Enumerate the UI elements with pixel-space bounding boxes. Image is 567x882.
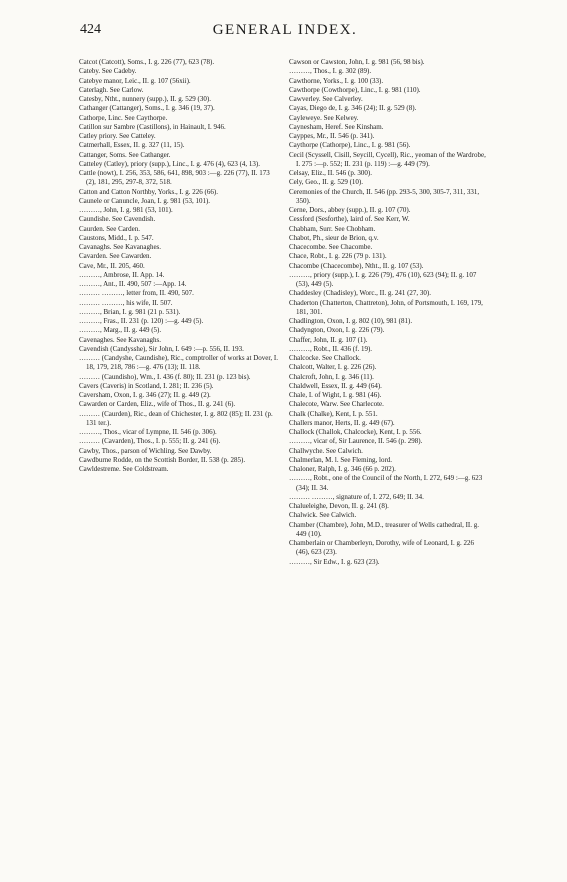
index-entry: Caurden. See Carden. [79, 224, 141, 233]
index-entry: ………, Brian, I. g. 981 (21 p. 531). [79, 307, 181, 316]
index-entry: Caterlagh. See Carlow. [79, 85, 144, 94]
index-entry: Chaderton (Chatterton, Chattreton), John, of Portsmouth, I. 169, 179, 181, 301. [289, 298, 483, 316]
index-entry: Chalcott, Walter, I. g. 226 (26). [289, 363, 377, 372]
index-entry: Cawby, Thos., parson of Wichling. See Dawby. [79, 446, 212, 455]
index-entry: Chace, Robt., I. g. 226 (79 p. 131). [289, 252, 387, 261]
index-entry: ………, Ambrose, II. App. 14. [79, 270, 165, 279]
index-entry: Cavendish (Candysshe), Sir John, I. 649 :—p. 556, II. 193. [79, 344, 244, 353]
index-entry: Catcot (Catcott), Soms., I. g. 226 (77), 623 (78). [79, 58, 215, 66]
index-entry: Chaddesley (Chadisley), Worc., II. g. 241 (27, 30). [289, 289, 431, 298]
index-entry: ………, Thos., I. g. 302 (89). [289, 67, 372, 76]
page-title: GENERAL INDEX. [212, 22, 358, 38]
index-entry: ………, Marg., II. g. 449 (5). [79, 326, 162, 335]
index-entry: Cawdburne Rodde, on the Scottish Border, II. 538 (p. 285). [79, 455, 246, 464]
index-entry: Cateby. See Cadeby. [79, 67, 137, 76]
index-entry: Cayleweye. See Kelwey. [289, 113, 359, 122]
index-entry: Catteley (Catley), priory (supp.), Linc., I. g. 476 (4), 623 (4, 13). [79, 159, 260, 168]
index-entry: Chamber (Chambre), John, M.D., treasurer of Wells cathedral, II. g. 449 (10). [289, 520, 479, 538]
index-entry: Cathanger (Cattanger), Soms., I. g. 346 (19, 37). [79, 104, 215, 113]
index-entry: Cavenaghes. See Kavanaghs. [79, 335, 162, 344]
index-entry: Cayppes, Mr., II. 546 (p. 341). [289, 132, 375, 140]
index-entry: Chalcocke. See Challock. [289, 354, 361, 362]
index-entry: ……… (Caurden), Ric., dean of Chichester, I. g. 802 (85); II. 231 (p. 131 ter.). [79, 409, 273, 427]
index-entry: ……… (Caundisho), Wm., I. 436 (f. 80); II. 231 (p. 123 bis). [79, 372, 251, 381]
index-entry: Cathorpe, Linc. See Caythorpe. [79, 113, 168, 122]
index-entry: ……… ………, signature of, I. 272, 649; II. 34. [289, 492, 424, 501]
index-entry: Chalecote, Warw. See Charlecote. [289, 400, 384, 409]
index-entry: Catesby, Ntht., nunnery (supp.), II. g. 529 (30). [79, 95, 211, 103]
index-entry: ………, priory (supp.), I. g. 226 (79), 476 (10), 623 (94); II. g. 107 (53), 449 (5). [289, 270, 477, 288]
index-entry: Cawverley. See Calverley. [289, 95, 363, 103]
index-entry: Caversham, Oxon, I. g. 346 (27); II. g. 449 (2). [79, 391, 211, 399]
index-entry: Catillon sur Sambre (Castillons), in Hainault, I. 946. [79, 122, 226, 131]
index-entry: ………, Sir Edw., I. g. 623 (23). [289, 557, 380, 566]
index-entry: Caustons, Midd., I. p. 547. [79, 233, 154, 242]
index-entry: ………, Robt., one of the Council of the North, I. 272, 649 :—g. 623 (34); II. 34. [289, 474, 483, 492]
index-entry: Cessford (Sesforthe), laird of. See Kerr, W. [289, 215, 410, 224]
index-entry: Challwyche. See Calwich. [289, 446, 363, 455]
index-entry: Cawldestreme. See Coldstream. [79, 465, 169, 473]
index-entry: Caundishe. See Cavendish. [79, 215, 156, 224]
index-entry: Chacecombe. See Chacombe. [289, 243, 373, 251]
index-entry: Chaffer, John, II. g. 107 (1). [289, 335, 368, 344]
page-header [80, 22, 490, 44]
index-entry: Chalmerlan, M. l. See Fleming, lord. [289, 455, 393, 464]
index-entry: Cavarden. See Cawarden. [79, 252, 152, 261]
index-entry: Cavers (Caveris) in Scotland, I. 281; II. 236 (5). [79, 381, 214, 390]
index-entry: Cawthorne, Yorks., I. g. 100 (33). [289, 76, 384, 85]
index-entry: Catmerhall, Essex, II. g. 327 (11, 15). [79, 141, 185, 150]
index-entry: Celsay, Eliz., II. 546 (p. 300). [289, 169, 372, 177]
index-entry: Chalcroft, John, I. g. 346 (11). [289, 372, 374, 381]
index-entry: Cely, Geo., II. g. 529 (10). [289, 178, 364, 187]
index-entry: Chabot, Ph., sieur de Brion, q.v. [289, 233, 379, 242]
index-entry: ………, John, I. g. 981 (53, 101). [79, 206, 173, 214]
index-entry: Chacombe (Chacecombe), Ntht., II. g. 107 (53). [289, 261, 424, 270]
index-entry: Cawarden or Carden, Eliz., wife of Thos., II. g. 241 (6). [79, 400, 236, 409]
index-entry: ……… ………, letter from, II. 490, 507. [79, 289, 194, 298]
index-entry: ……… ………, his wife, II. 507. [79, 298, 173, 307]
index-entry: Chabham, Surr. See Chobham. [289, 224, 376, 233]
index-entry: Cave, Mr., II. 205, 460. [79, 261, 145, 270]
index-entry: Chamberlain or Chamberleyn, Dorothy, wife of Leonard, I. g. 226 (46), 623 (23). [289, 539, 474, 557]
index-entry: Catley priory. See Catteley. [79, 132, 156, 140]
index-entry: ……… (Cavarden), Thos., I. p. 555; II. g. 241 (6). [79, 437, 221, 446]
index-entry: Catton and Catton Northby, Yorks., I. g. 226 (66). [79, 187, 218, 196]
index-entry: Chalk (Chalke), Kent, I. p. 551. [289, 409, 378, 418]
index-entry: Chalueleighe, Devon, II. g. 241 (8). [289, 502, 389, 510]
index-entry: Cattanger, Soms. See Cathanger. [79, 150, 171, 159]
index-entry: ……… (Candyshe, Caundishe), Ric., comptroller of works at Dover, I. 18, 179, 218, 786 :—g. 476 (13); II. 118. [79, 354, 278, 372]
index-entry: Caythorpe (Cathorpe), Linc., I. g. 981 (56). [289, 141, 411, 150]
index-entry: Cattle (nowt), I. 256, 353, 586, 641, 898, 903 :—g. 226 (77), II. 173 (2), 181, 295, 297-8, 372, 518. [79, 169, 270, 187]
index-entry: ………, Thos., vicar of Lympne, II. 546 (p. 306). [79, 428, 217, 436]
index-entry: Cawthorpe (Cowthorpe), Linc., I. g. 981 (110). [289, 85, 421, 94]
index-entry: Chaldwell, Essex, II. g. 449 (64). [289, 381, 382, 390]
index-entry: Chadyngton, Oxon, I. g. 226 (79). [289, 326, 385, 335]
index-entry: ………, Fras., II. 231 (p. 120) :—g. 449 (5). [79, 317, 204, 325]
index-entry: Chalwick. See Calwich. [289, 511, 357, 520]
index-entry: Challock (Challok, Chalcocke), Kent, I. p. 556. [289, 428, 422, 436]
index-entry: Cecil (Scyssell, Cisill, Seycill, Cycell), Ric., yeoman of the Wardrobe, I. 275 :—p. 552; II. 231 (p. 119) :—g. 449 (79). [289, 150, 486, 168]
page-number: 424 [80, 22, 101, 37]
index-entry: Cayas, Diego de, I. g. 346 (24); II. g. 529 (8). [289, 104, 417, 113]
index-entry: Cavanaghs. See Kavanaghes. [79, 243, 162, 251]
index-entry: ………, Robt., II. 436 (f. 19). [289, 344, 373, 353]
index-entry: Chadlington, Oxon, I. g. 802 (10), 981 (81). [289, 317, 413, 325]
index-entry: ………, vicar of, Sir Laurence, II. 546 (p. 298). [289, 437, 423, 446]
index-entry: Catebye manor, Leic., II. g. 107 (56xii). [79, 76, 191, 85]
index-entry: ………, Ant., II. 490, 507 :—App. 14. [79, 280, 187, 288]
index-entry: Caunele or Canuncle, Joan, I. g. 981 (53, 101). [79, 196, 211, 205]
index-entry: Chale, I. of Wight, I. g. 981 (46). [289, 391, 382, 399]
index-column-left [79, 58, 278, 474]
index-entry: Chaloner, Ralph, I. g. 346 (66 p. 202). [289, 465, 396, 473]
index-entry: Cawson or Cawston, John, I. g. 981 (56, 98 bis). [289, 58, 425, 66]
index-entry: Challers manor, Herts, II. g. 449 (67). [289, 418, 395, 427]
index-entry: Caynesham, Heref. See Kinsham. [289, 122, 384, 131]
index-entry: Ceremonies of the Church, II. 546 (pp. 293-5, 300, 305-7, 311, 331, 350). [289, 187, 480, 205]
index-column-right [289, 58, 489, 567]
index-entry: Cerne, Dors., abbey (supp.), II. g. 107 (70). [289, 206, 411, 214]
